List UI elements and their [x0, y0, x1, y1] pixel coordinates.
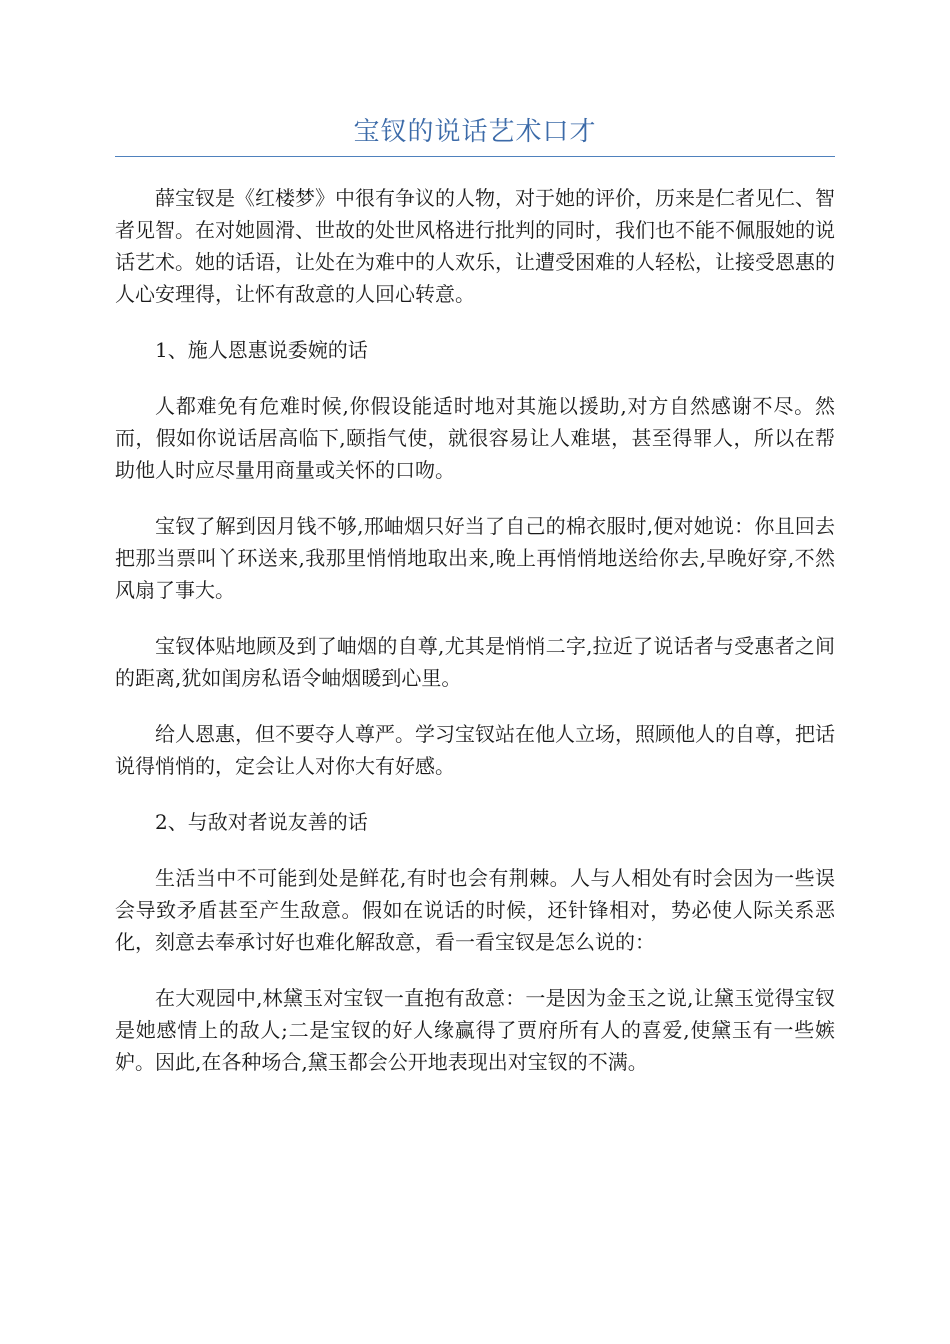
document-body	[115, 182, 835, 1102]
paragraph: 生活当中不可能到处是鲜花,有时也会有荆棘。人与人相处有时会因为一些误会导致矛盾甚至产生敌意。假如在说话的时候，还针锋相对，势必使人际关系恶化，刻意去奉承讨好也难化解敌意，看一看宝钗是怎么说的：	[115, 866, 835, 954]
paragraph: 人都难免有危难时候,你假设能适时地对其施以援助,对方自然感谢不尽。然而，假如你说话居高临下,颐指气使，就很容易让人难堪，甚至得罪人，所以在帮助他人时应尽量用商量或关怀的口吻。	[115, 394, 835, 482]
paragraph-intro: 薛宝钗是《红楼梦》中很有争议的人物，对于她的评价，历来是仁者见仁、智者见智。在对她圆滑、世故的处世风格进行批判的同时，我们也不能不佩服她的说话艺术。她的话语，让处在为难中的人欢乐，让遭受困难的人轻松，让接受恩惠的人心安理得，让怀有敌意的人回心转意。	[115, 186, 835, 306]
title-block	[115, 112, 835, 157]
paragraph: 宝钗体贴地顾及到了岫烟的自尊,尤其是悄悄二字,拉近了说话者与受惠者之间的距离,犹如闺房私语令岫烟暖到心里。	[115, 634, 835, 690]
paragraph: 给人恩惠，但不要夺人尊严。学习宝钗站在他人立场，照顾他人的自尊，把话说得悄悄的，定会让人对你大有好感。	[115, 722, 835, 778]
paragraph: 在大观园中,林黛玉对宝钗一直抱有敌意：一是因为金玉之说,让黛玉觉得宝钗是她感情上的敌人;二是宝钗的好人缘赢得了贾府所有人的喜爱,使黛玉有一些嫉妒。因此,在各种场合,黛玉都会公开地表现出对宝钗的不满。	[115, 986, 835, 1074]
section-heading-2: 2、与敌对者说友善的话	[155, 810, 368, 834]
document-title: 宝钗的说话艺术口才	[353, 117, 597, 147]
section-heading-1: 1、施人恩惠说委婉的话	[155, 338, 368, 362]
paragraph: 宝钗了解到因月钱不够,邢岫烟只好当了自己的棉衣服时,便对她说：你且回去把那当票叫丫环送来,我那里悄悄地取出来,晚上再悄悄地送给你去,早晚好穿,不然风扇了事大。	[115, 514, 835, 602]
